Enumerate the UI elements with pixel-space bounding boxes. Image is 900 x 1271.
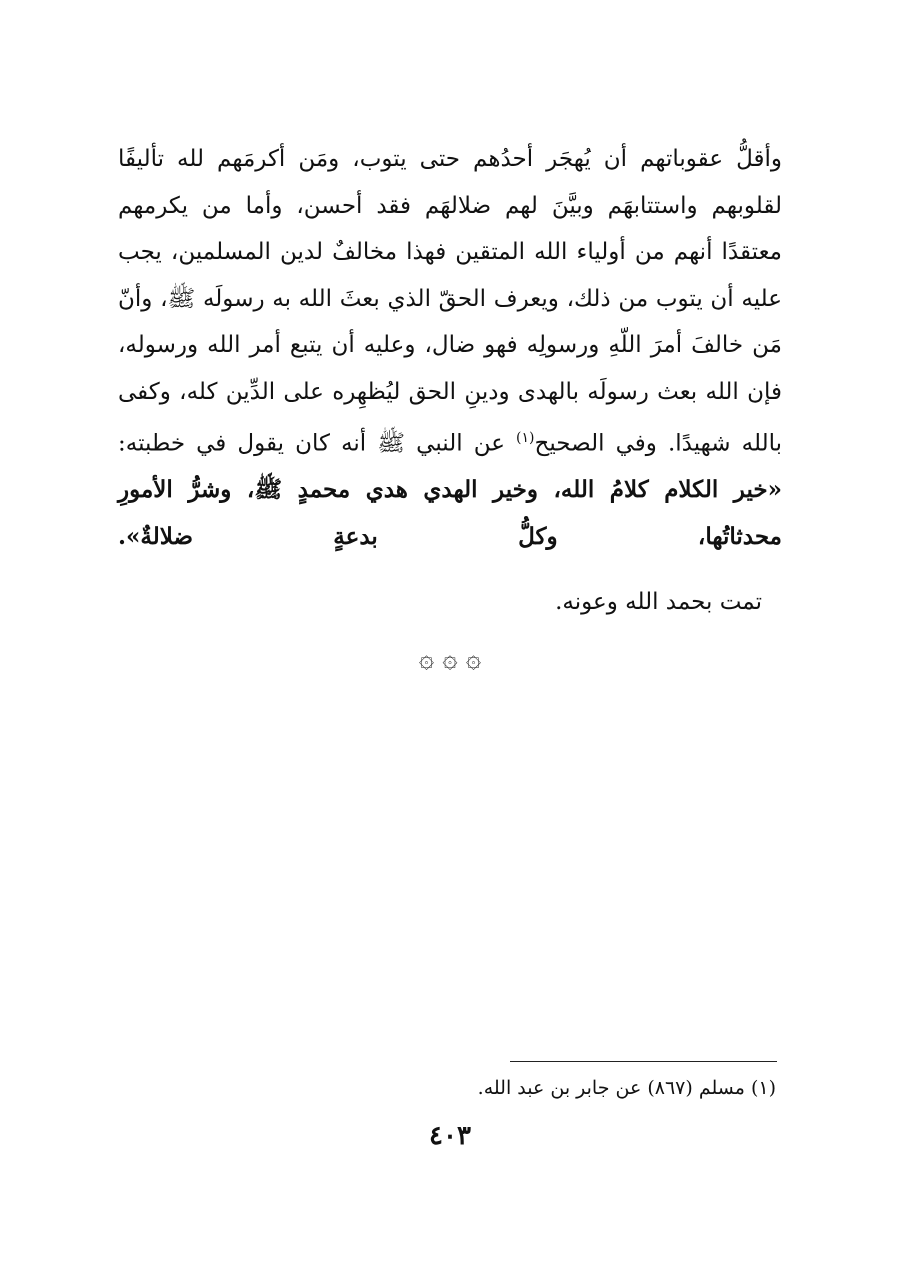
text-line-5: مَن خالفَ أمرَ اللّهِ ورسولِه فهو ضال، وعليه أن يتبع أمر الله ورسوله، xyxy=(118,332,782,358)
text-line-4: عليه أن يتوب من ذلك، ويعرف الحقّ الذي بعثَ الله به رسولَه ﷺ، وأنّ xyxy=(118,285,782,312)
text-line-6: فإن الله بعث رسولَه بالهدى ودينِ الحق ليُظهِره على الدِّين كله، وكفى xyxy=(118,378,782,405)
hadith-quote-line-1: «خير الكلام كلامُ الله، وخير الهدي هدي محمدٍ ﷺ، وشرُّ الأمورِ xyxy=(118,476,782,504)
ornament-divider-icon: ۞ ۞ ۞ xyxy=(418,644,482,674)
text-line-1: وأقلُّ عقوباتهم أن يُهجَر أحدُهم حتى يتوب، ومَن أكرمَهم لله تأليفًا xyxy=(118,146,782,172)
text-line-7 xyxy=(118,415,782,467)
main-text-block xyxy=(118,136,782,560)
footnote-reference: (١) xyxy=(516,430,535,446)
text-line-2: لقلوبهم واستتابهَم وبيَّنَ لهم ضلالهَم فقد أحسن، وأما من يكرمهم xyxy=(118,192,782,219)
hadith-quote-line-2: محدثاتُها، وكلُّ بدعةٍ ضلالةٌ». xyxy=(118,522,782,550)
text-line-3: معتقدًا أنهم من أولياء الله المتقين فهذا مخالفٌ لدين المسلمين، يجب xyxy=(118,239,782,265)
closing-phrase: تمت بحمد الله وعونه. xyxy=(555,589,762,615)
text-line-7-end: عن النبي ﷺ أنه كان يقول في خطبته: xyxy=(118,430,517,457)
footnote-text: (١) مسلم (٨٦٧) عن جابر بن عبد الله. xyxy=(477,1077,776,1099)
text-line-7-start: بالله شهيدًا. وفي الصحيح xyxy=(534,430,782,457)
page-number: ٤٠٣ xyxy=(429,1121,471,1151)
footnote-separator xyxy=(510,1061,777,1062)
